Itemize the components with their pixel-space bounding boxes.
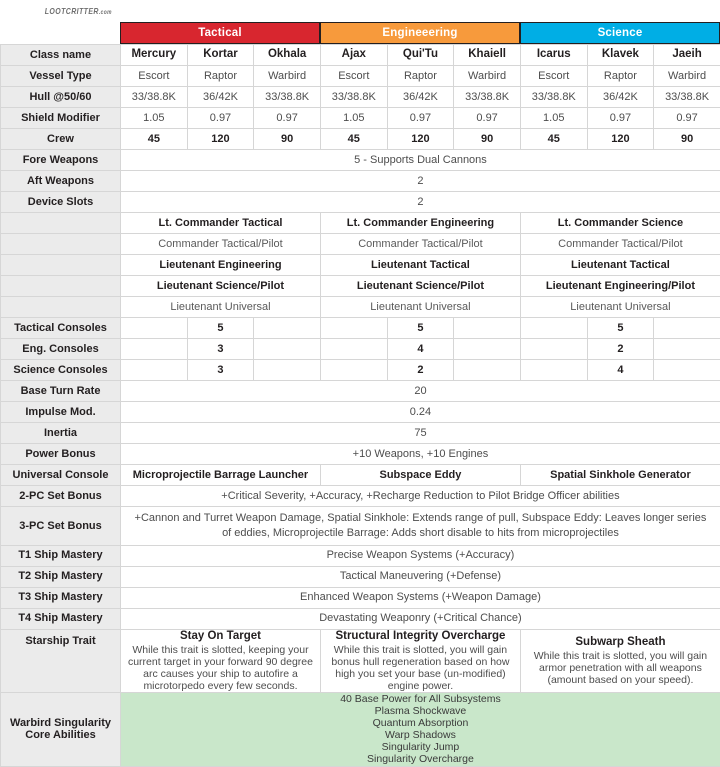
cell-boff-seat: Lieutenant Engineering: [121, 255, 321, 276]
table-row-eng-consoles: [1, 339, 720, 360]
singularity-ability: Singularity Overcharge: [125, 753, 716, 765]
row-label: Tactical Consoles: [1, 318, 121, 339]
row-label: [1, 276, 121, 297]
cell-science-consoles: 4: [587, 360, 654, 381]
cell-t4-mastery: Devastating Weaponry (+Critical Chance): [121, 608, 720, 629]
row-label: T4 Ship Mastery: [1, 608, 121, 629]
cell-class-name: Jaeih: [654, 45, 720, 66]
cell-hull: 33/38.8K: [654, 87, 720, 108]
cell-vessel-type: Escort: [320, 66, 387, 87]
trait-description: While this trait is slotted, you will gain bonus hull regeneration based on how high you set your base (un-modified) engine power.: [331, 644, 509, 692]
table-row-tactical-consoles: [1, 318, 720, 339]
row-label: Power Bonus: [1, 444, 121, 465]
cell-shield-modifier: 0.97: [187, 108, 254, 129]
row-label: Fore Weapons: [1, 150, 121, 171]
trait-name: Subwarp Sheath: [525, 636, 716, 649]
table-row-singularity-core: [1, 693, 720, 766]
cell-starship-trait: [121, 629, 321, 692]
cell-boff-seat: Lieutenant Tactical: [320, 255, 520, 276]
row-label: Shield Modifier: [1, 108, 121, 129]
cell-aft-weapons: 2: [121, 171, 720, 192]
cell-console-pad: [454, 318, 521, 339]
cell-vessel-type: Raptor: [187, 66, 254, 87]
singularity-label-line2: Core Abilities: [5, 729, 116, 742]
table-row-boff-1: [1, 213, 720, 234]
cell-eng-consoles: 2: [587, 339, 654, 360]
row-label: Universal Console: [1, 465, 121, 486]
cell-3pc-set-bonus: +Cannon and Turret Weapon Damage, Spatial Sinkhole: Extends range of pull, Subspace Eddy: Leaves longer series of eddies, Microprojectile Barrage: Adds short disable to hits from microprojectiles: [121, 507, 720, 546]
table-row-boff-4: [1, 276, 720, 297]
cell-shield-modifier: 1.05: [121, 108, 188, 129]
table-row-aft-weapons: [1, 171, 720, 192]
cell-console-pad: [654, 318, 720, 339]
cell-console-pad: [520, 360, 587, 381]
cell-shield-modifier: 0.97: [387, 108, 454, 129]
row-label: T1 Ship Mastery: [1, 545, 121, 566]
cell-eng-consoles: 4: [387, 339, 454, 360]
row-label: 2-PC Set Bonus: [1, 486, 121, 507]
cell-class-name: Mercury: [121, 45, 188, 66]
cell-console-pad: [454, 360, 521, 381]
table-row-power-bonus: [1, 444, 720, 465]
cell-class-name: Kortar: [187, 45, 254, 66]
cell-tactical-consoles: 5: [187, 318, 254, 339]
row-label: Impulse Mod.: [1, 402, 121, 423]
cell-console-pad: [654, 360, 720, 381]
cell-console-pad: [121, 318, 188, 339]
cell-hull: 33/38.8K: [254, 87, 321, 108]
cell-console-pad: [520, 339, 587, 360]
cell-universal-console: Spatial Sinkhole Generator: [520, 465, 720, 486]
table-row-fore-weapons: [1, 150, 720, 171]
cell-class-name: Ajax: [320, 45, 387, 66]
table-row-shield-modifier: [1, 108, 720, 129]
row-label: 3-PC Set Bonus: [1, 507, 121, 546]
cell-t1-mastery: Precise Weapon Systems (+Accuracy): [121, 545, 720, 566]
cell-shield-modifier: 1.05: [320, 108, 387, 129]
singularity-ability: Plasma Shockwave: [125, 705, 716, 717]
cell-science-consoles: 3: [187, 360, 254, 381]
cell-crew: 120: [587, 129, 654, 150]
trait-description: While this trait is slotted, you will gain armor penetration with all weapons (amount based on your speed).: [534, 650, 707, 686]
cell-starship-trait: [320, 629, 520, 692]
cell-boff-seat: Lieutenant Science/Pilot: [121, 276, 321, 297]
row-label-singularity: [1, 693, 121, 766]
cell-boff-seat: Lt. Commander Engineering: [320, 213, 520, 234]
cell-boff-seat: Lieutenant Universal: [320, 297, 520, 318]
cell-class-name: Qui'Tu: [387, 45, 454, 66]
row-label: T3 Ship Mastery: [1, 587, 121, 608]
row-label: Vessel Type: [1, 66, 121, 87]
cell-2pc-set-bonus: +Critical Severity, +Accuracy, +Recharge Reduction to Pilot Bridge Officer abilities: [121, 486, 720, 507]
row-label: Hull @50/60: [1, 87, 121, 108]
cell-class-name: Icarus: [520, 45, 587, 66]
table-row-science-consoles: [1, 360, 720, 381]
cell-console-pad: [320, 360, 387, 381]
cell-console-pad: [121, 360, 188, 381]
trait-name: Stay On Target: [125, 630, 316, 643]
singularity-ability: Warp Shadows: [125, 729, 716, 741]
cell-shield-modifier: 0.97: [454, 108, 521, 129]
table-row-boff-5: [1, 297, 720, 318]
cell-vessel-type: Escort: [520, 66, 587, 87]
cell-vessel-type: Warbird: [454, 66, 521, 87]
table-row-t3-mastery: [1, 587, 720, 608]
logo-wordmark: LOOTCRITTER: [45, 6, 99, 16]
cell-hull: 36/42K: [387, 87, 454, 108]
table-row-boff-2: [1, 234, 720, 255]
cell-vessel-type: Warbird: [654, 66, 720, 87]
cell-boff-seat: Commander Tactical/Pilot: [520, 234, 720, 255]
group-header-science: Science: [520, 22, 720, 44]
table-row-2pc-set-bonus: [1, 486, 720, 507]
cell-crew: 90: [454, 129, 521, 150]
table-row-universal-console: [1, 465, 720, 486]
row-label: Crew: [1, 129, 121, 150]
table-row-starship-trait: [1, 629, 720, 692]
cell-shield-modifier: 1.05: [520, 108, 587, 129]
row-label: [1, 297, 121, 318]
cell-vessel-type: Raptor: [587, 66, 654, 87]
row-label: [1, 255, 121, 276]
table-row-3pc-set-bonus: [1, 507, 720, 546]
table-row-vessel-type: [1, 66, 720, 87]
table-row-crew: [1, 129, 720, 150]
cell-boff-seat: Lieutenant Tactical: [520, 255, 720, 276]
cell-console-pad: [121, 339, 188, 360]
cell-tactical-consoles: 5: [387, 318, 454, 339]
cell-universal-console: Microprojectile Barrage Launcher: [121, 465, 321, 486]
cell-hull: 33/38.8K: [121, 87, 188, 108]
cell-crew: 120: [187, 129, 254, 150]
row-label: T2 Ship Mastery: [1, 566, 121, 587]
cell-hull: 36/42K: [587, 87, 654, 108]
table-row-hull: [1, 87, 720, 108]
row-label: Starship Trait: [1, 629, 121, 692]
stats-table: [0, 44, 720, 767]
cell-hull: 33/38.8K: [320, 87, 387, 108]
table-row-inertia: [1, 423, 720, 444]
cell-crew: 45: [121, 129, 188, 150]
cell-universal-console: Subspace Eddy: [320, 465, 520, 486]
singularity-ability: 40 Base Power for All Subsystems: [125, 693, 716, 705]
table-row-base-turn-rate: [1, 381, 720, 402]
cell-console-pad: [320, 318, 387, 339]
cell-shield-modifier: 0.97: [587, 108, 654, 129]
cell-t2-mastery: Tactical Maneuvering (+Defense): [121, 566, 720, 587]
table-row-t1-mastery: [1, 545, 720, 566]
cell-console-pad: [254, 318, 321, 339]
cell-console-pad: [654, 339, 720, 360]
cell-console-pad: [254, 360, 321, 381]
cell-hull: 33/38.8K: [520, 87, 587, 108]
table-row-impulse-mod: [1, 402, 720, 423]
row-label: Base Turn Rate: [1, 381, 121, 402]
cell-vessel-type: Warbird: [254, 66, 321, 87]
table-row-boff-3: [1, 255, 720, 276]
cell-hull: 33/38.8K: [454, 87, 521, 108]
cell-boff-seat: Lt. Commander Science: [520, 213, 720, 234]
row-label: Eng. Consoles: [1, 339, 121, 360]
cell-crew: 90: [254, 129, 321, 150]
cell-power-bonus: +10 Weapons, +10 Engines: [121, 444, 720, 465]
cell-class-name: Klavek: [587, 45, 654, 66]
table-row-class-name: [1, 45, 720, 66]
cell-boff-seat: Lieutenant Universal: [121, 297, 321, 318]
trait-name: Structural Integrity Overcharge: [325, 630, 516, 643]
cell-boff-seat: Commander Tactical/Pilot: [320, 234, 520, 255]
cell-boff-seat: Lt. Commander Tactical: [121, 213, 321, 234]
cell-class-name: Okhala: [254, 45, 321, 66]
cell-crew: 90: [654, 129, 720, 150]
cell-hull: 36/42K: [187, 87, 254, 108]
row-label: Inertia: [1, 423, 121, 444]
cell-t3-mastery: Enhanced Weapon Systems (+Weapon Damage): [121, 587, 720, 608]
table-row-device-slots: [1, 192, 720, 213]
cell-boff-seat: Commander Tactical/Pilot: [121, 234, 321, 255]
cell-tactical-consoles: 5: [587, 318, 654, 339]
site-logo: [0, 0, 120, 22]
singularity-ability: Singularity Jump: [125, 741, 716, 753]
cell-boff-seat: Lieutenant Engineering/Pilot: [520, 276, 720, 297]
logo-row: [0, 0, 720, 22]
singularity-ability: Quantum Absorption: [125, 717, 716, 729]
cell-console-pad: [520, 318, 587, 339]
cell-class-name: Khaiell: [454, 45, 521, 66]
table-row-t4-mastery: [1, 608, 720, 629]
cell-crew: 45: [520, 129, 587, 150]
cell-crew: 120: [387, 129, 454, 150]
table-row-t2-mastery: [1, 566, 720, 587]
row-label: Device Slots: [1, 192, 121, 213]
cell-boff-seat: Lieutenant Science/Pilot: [320, 276, 520, 297]
cell-starship-trait: [520, 629, 720, 692]
row-label: [1, 213, 121, 234]
row-label: [1, 234, 121, 255]
cell-shield-modifier: 0.97: [654, 108, 720, 129]
cell-vessel-type: Escort: [121, 66, 188, 87]
cell-science-consoles: 2: [387, 360, 454, 381]
group-header-engineering: Engineeering: [320, 22, 520, 44]
cell-console-pad: [454, 339, 521, 360]
singularity-label-line1: Warbird Singularity: [5, 717, 116, 730]
cell-base-turn-rate: 20: [121, 381, 720, 402]
trait-description: While this trait is slotted, keeping your current target in your forward 90 degree arc causes your ship to autofire a microtorpedo every few seconds.: [128, 644, 313, 692]
cell-inertia: 75: [121, 423, 720, 444]
cell-shield-modifier: 0.97: [254, 108, 321, 129]
cell-device-slots: 2: [121, 192, 720, 213]
cell-eng-consoles: 3: [187, 339, 254, 360]
cell-singularity-abilities: [121, 693, 720, 766]
group-header-tactical: Tactical: [120, 22, 320, 44]
cell-console-pad: [320, 339, 387, 360]
cell-console-pad: [254, 339, 321, 360]
logo-domain-suffix: .com: [99, 10, 112, 16]
row-label: Aft Weapons: [1, 171, 121, 192]
header-spacer: [0, 22, 120, 44]
cell-vessel-type: Raptor: [387, 66, 454, 87]
cell-fore-weapons: 5 - Supports Dual Cannons: [121, 150, 720, 171]
row-label: Class name: [1, 45, 121, 66]
cell-impulse-mod: 0.24: [121, 402, 720, 423]
group-header-row: [0, 22, 720, 44]
row-label: Science Consoles: [1, 360, 121, 381]
cell-crew: 45: [320, 129, 387, 150]
cell-boff-seat: Lieutenant Universal: [520, 297, 720, 318]
